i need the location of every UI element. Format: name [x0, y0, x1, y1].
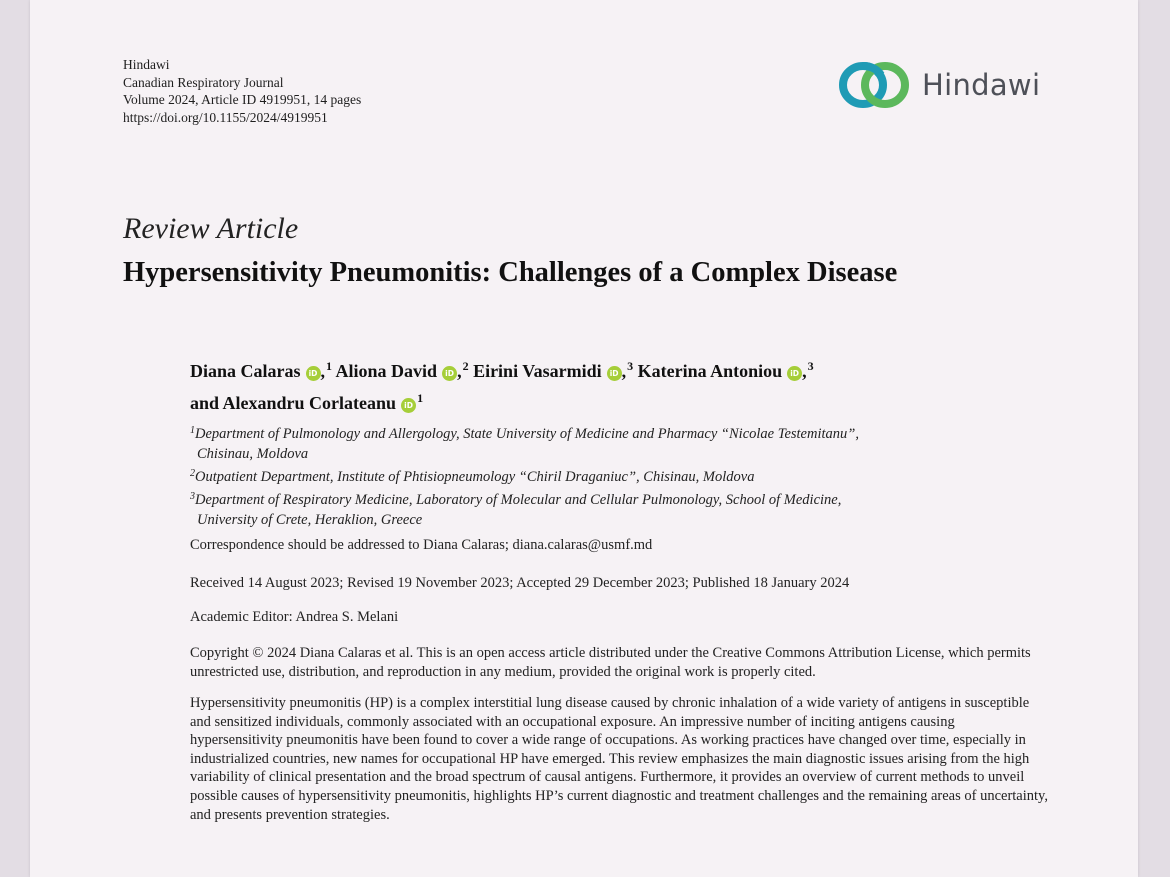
author-name: Aliona David	[335, 361, 438, 381]
affiliation-number: 2	[190, 468, 195, 479]
affiliation-item	[190, 487, 1010, 530]
affiliation-text: Outpatient Department, Institute of Phtisiopneumology “Chiril Draganiuc”, Chisinau, Moldova	[195, 469, 755, 485]
volume-line: Volume 2024, Article ID 4919951, 14 pages	[123, 92, 362, 107]
author-name: Katerina Antoniou	[637, 361, 783, 381]
affiliation-text-cont: University of Crete, Heraklion, Greece	[197, 512, 423, 528]
paper-page	[30, 0, 1138, 877]
author-list	[190, 353, 1010, 417]
publisher-name: Hindawi	[123, 57, 170, 72]
author: Eirini Vasarmidi iD ,$^3$	[473, 359, 634, 381]
affiliation-text: Department of Respiratory Medicine, Laboratory of Molecular and Cellular Pulmonology, School of Medicine,	[195, 492, 842, 508]
author: Katerina Antoniou iD ,$^3$	[637, 359, 814, 381]
affiliation-item	[190, 421, 1010, 464]
author-affiliation-number: 2	[462, 359, 469, 373]
orcid-icon[interactable]: iD	[401, 398, 416, 413]
article-type: Review Article	[123, 212, 299, 245]
journal-info	[123, 56, 361, 126]
affiliation-text-cont: Chisinau, Moldova	[197, 446, 309, 462]
journal-name: Canadian Respiratory Journal	[123, 74, 284, 90]
abstract: Hypersensitivity pneumonitis (HP) is a complex interstitial lung disease caused by chronic inhalation of a wide variety of antigens in susceptible and sensitized individuals, commonly associated with an occupational exposure. An impressive number of inciting antigens causing hypersensitivity pneumonitis have been found to cover a wide range of occupations. As working practices have changed over time, especially in industrialized countries, new names for occupational HP have emerged. This review emphasizes the main diagnostic issues arising from the high variability of clinical presentation and the broad spectrum of causal antigens. Furthermore, it provides an overview of current methods to unveil possible causes of hypersensitivity pneumonitis, highlights HP’s current diagnostic and treatment challenges and the remaining areas of uncertainty, and presents prevention strategies.	[190, 695, 1048, 823]
logo-wordmark: Hindawi	[922, 68, 1041, 102]
affiliation-number: 3	[190, 491, 195, 502]
affiliation-number: 1	[190, 425, 195, 436]
correspondence-line: Correspondence should be addressed to Diana Calaras; diana.calaras@usmf.md	[190, 537, 653, 553]
orcid-icon[interactable]: iD	[442, 366, 457, 381]
doi-link[interactable]: https://doi.org/10.1155/2024/4919951	[123, 109, 328, 125]
author: Aliona David iD ,$^2$	[335, 359, 469, 381]
orcid-icon[interactable]: iD	[787, 366, 802, 381]
publication-dates: Received 14 August 2023; Revised 19 November 2023; Accepted 29 December 2023; Published 18 January 2024	[190, 575, 850, 591]
copyright-notice: Copyright © 2024 Diana Calaras et al. This is an open access article distributed under the Creative Commons Attribution License, which permits unrestricted use, distribution, and reproduction in any medium, provided the original work is properly cited.	[190, 645, 1031, 680]
author-name: Alexandru Corlateanu	[222, 393, 397, 413]
author	[190, 393, 423, 413]
affiliations	[190, 421, 1010, 530]
affiliation-text: Department of Pulmonology and Allergology, State University of Medicine and Pharmacy “Nicolae Testemitanu”,	[195, 426, 859, 442]
academic-editor: Academic Editor: Andrea S. Melani	[190, 609, 399, 625]
article-title: Hypersensitivity Pneumonitis: Challenges of a Complex Disease	[123, 257, 898, 288]
orcid-icon[interactable]: iD	[607, 366, 622, 381]
author-affiliation-number: 3	[627, 359, 634, 373]
author-name: Diana Calaras	[190, 361, 301, 381]
author: Diana Calaras iD ,$^1$	[190, 359, 333, 381]
orcid-icon[interactable]: iD	[306, 366, 321, 381]
author-prefix: and	[190, 393, 220, 413]
affiliation-item	[190, 464, 1010, 487]
author-name: Eirini Vasarmidi	[473, 361, 602, 381]
author-affiliation-number: 1	[417, 391, 424, 405]
hindawi-logo	[836, 54, 1056, 116]
hindawi-rings-icon	[836, 55, 914, 115]
author-affiliation-number: 1	[326, 359, 333, 373]
author-affiliation-number: 3	[807, 359, 814, 373]
